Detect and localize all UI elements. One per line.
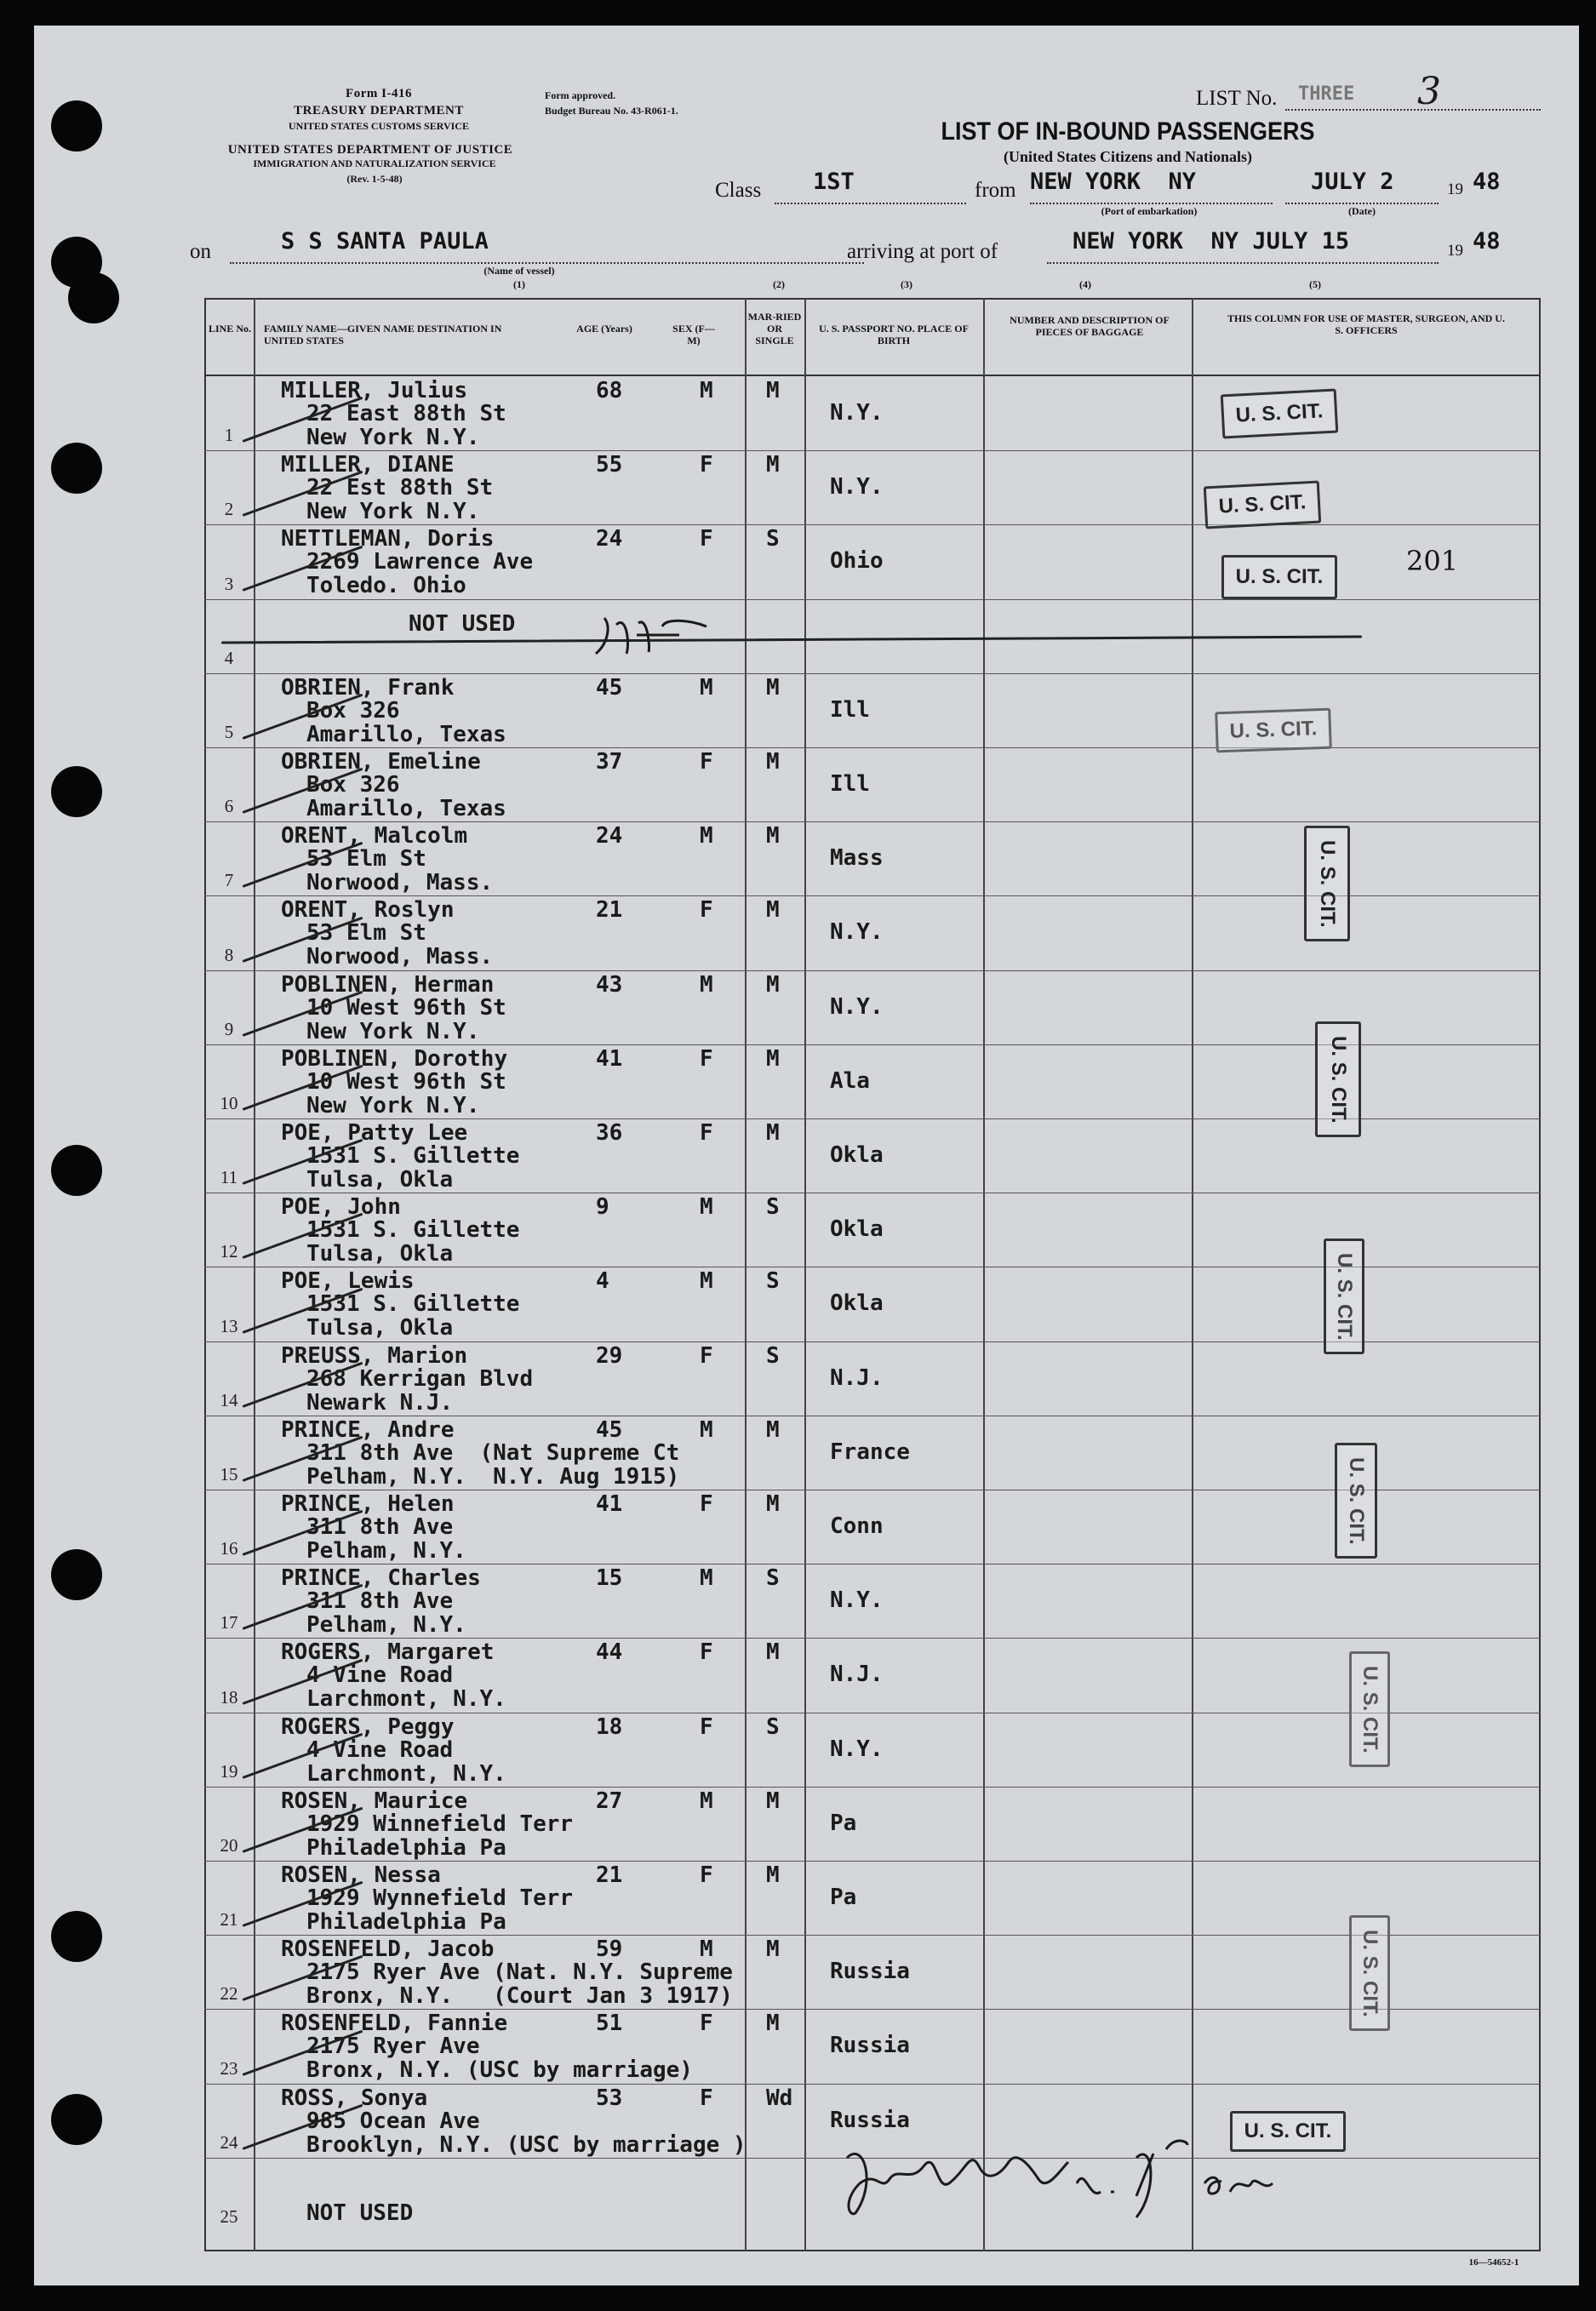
passenger-street: 1531 S. Gillette bbox=[306, 1143, 520, 1169]
passenger-marital: M bbox=[766, 1120, 780, 1146]
row-divider bbox=[204, 2009, 1541, 2010]
passenger-city: New York N.Y. bbox=[306, 1018, 480, 1044]
passenger-birthplace: Mass bbox=[830, 845, 884, 872]
passenger-marital: S bbox=[766, 1194, 780, 1221]
passenger-sex: M bbox=[700, 378, 713, 403]
on-label: on bbox=[190, 240, 211, 263]
line-number: 24 bbox=[220, 2131, 238, 2153]
passenger-age: 24 bbox=[596, 526, 623, 552]
passenger-name: ROSEN, Nessa bbox=[281, 1862, 441, 1888]
passenger-city: Brooklyn, N.Y. (USC by marriage ) bbox=[306, 2131, 747, 2158]
list-no-label: LIST No. bbox=[1196, 87, 1278, 110]
passenger-marital: M bbox=[766, 378, 780, 403]
passenger-city: Bronx, N.Y. (USC by marriage) bbox=[306, 2057, 693, 2084]
form-page bbox=[34, 26, 1579, 2285]
passenger-name: PRINCE, Andre bbox=[281, 1416, 455, 1443]
us-cit-stamp: U. S. CIT. bbox=[1315, 1021, 1361, 1137]
passenger-city: Tulsa, Okla bbox=[306, 1315, 454, 1341]
passenger-birthplace: Okla bbox=[830, 1142, 884, 1168]
passenger-age: 36 bbox=[596, 1120, 623, 1146]
arriving-year-prefix: 19 bbox=[1447, 242, 1463, 260]
passenger-city: Pelham, N.Y. bbox=[306, 1538, 466, 1564]
col-header-age: AGE (Years) bbox=[576, 323, 632, 335]
class-value: 1ST bbox=[813, 169, 855, 195]
passenger-city: Pelham, N.Y. N.Y. Aug 1915) bbox=[306, 1463, 680, 1490]
passenger-sex: M bbox=[700, 1194, 713, 1221]
passenger-city: Amarillo, Texas bbox=[306, 796, 506, 821]
passenger-name: POE, Patty Lee bbox=[281, 1120, 468, 1146]
us-cit-stamp: U. S. CIT. bbox=[1349, 1915, 1390, 2031]
passenger-sex: F bbox=[700, 452, 713, 478]
passenger-name: PRINCE, Helen bbox=[281, 1491, 455, 1517]
passenger-street: 311 8th Ave bbox=[306, 1514, 454, 1540]
header-divider bbox=[204, 375, 1541, 376]
passenger-name: OBRIEN, Frank bbox=[281, 674, 455, 701]
us-cit-stamp: U. S. CIT. bbox=[1221, 388, 1339, 438]
passenger-age: 21 bbox=[596, 897, 623, 924]
passenger-street: 985 Ocean Ave bbox=[306, 2108, 480, 2134]
passenger-street: Box 326 bbox=[306, 697, 400, 724]
col-divider bbox=[983, 298, 985, 2251]
line-number: 3 bbox=[224, 573, 234, 594]
passenger-birthplace: Ohio bbox=[830, 548, 884, 575]
passenger-birthplace: France bbox=[830, 1439, 910, 1465]
passenger-name: NETTLEMAN, Doris bbox=[281, 526, 495, 552]
col-divider bbox=[804, 298, 806, 2251]
line-number: 6 bbox=[224, 796, 234, 817]
passenger-sex: F bbox=[700, 897, 713, 924]
passenger-birthplace: Pa bbox=[830, 1885, 857, 1910]
date-value: JULY 2 bbox=[1311, 169, 1394, 195]
passenger-age: 59 bbox=[596, 1936, 623, 1963]
punch-hole bbox=[51, 1145, 102, 1196]
row-divider bbox=[204, 970, 1541, 971]
passenger-street: 311 8th Ave (Nat Supreme Ct bbox=[306, 1439, 680, 1466]
passenger-city: Philadelphia Pa bbox=[306, 1834, 506, 1861]
passenger-city: Tulsa, Okla bbox=[306, 1167, 454, 1193]
punch-hole bbox=[51, 1911, 102, 1962]
passenger-age: 45 bbox=[596, 1416, 623, 1443]
passenger-sex: M bbox=[700, 674, 713, 701]
passenger-marital: M bbox=[766, 2011, 780, 2037]
passenger-birthplace: Ala bbox=[830, 1067, 870, 1094]
handwritten-initials bbox=[587, 609, 715, 661]
passenger-name: POBLINEN, Herman bbox=[281, 971, 495, 998]
date-caption: (Date) bbox=[1348, 205, 1376, 217]
passenger-name: OBRIEN, Emeline bbox=[281, 749, 481, 775]
passenger-sex: F bbox=[700, 2011, 713, 2037]
passenger-city: Norwood, Mass. bbox=[306, 870, 494, 896]
year-value: 48 bbox=[1473, 169, 1501, 195]
passenger-name: ROSENFELD, Jacob bbox=[281, 1936, 495, 1963]
us-cit-stamp: U. S. CIT. bbox=[1324, 1238, 1364, 1354]
passenger-sex: F bbox=[700, 1639, 713, 1666]
row-divider bbox=[204, 1787, 1541, 1788]
list-no-typed: THREE bbox=[1298, 83, 1355, 105]
punch-hole bbox=[51, 100, 102, 152]
row-divider bbox=[204, 1564, 1541, 1565]
passenger-city: Larchmont, N.Y. bbox=[306, 1760, 506, 1787]
passenger-marital: M bbox=[766, 452, 780, 478]
passenger-birthplace: Russia bbox=[830, 2107, 910, 2133]
passenger-street: 10 West 96th St bbox=[306, 1068, 506, 1095]
passenger-age: 29 bbox=[596, 1342, 623, 1369]
port-caption: (Port of embarkation) bbox=[1101, 205, 1198, 217]
line-number: 15 bbox=[220, 1464, 238, 1484]
line-number: 5 bbox=[224, 722, 234, 742]
col-number: (3) bbox=[901, 278, 912, 290]
passenger-age: 37 bbox=[596, 749, 623, 775]
passenger-marital: M bbox=[766, 897, 780, 924]
row-divider bbox=[204, 599, 1541, 600]
passenger-age: 44 bbox=[596, 1639, 623, 1666]
department-of-justice: UNITED STATES DEPARTMENT OF JUSTICE bbox=[227, 143, 513, 157]
passenger-street: 1531 S. Gillette bbox=[306, 1217, 520, 1244]
passenger-name: ROGERS, Margaret bbox=[281, 1639, 495, 1666]
line-number: 8 bbox=[224, 944, 234, 965]
passenger-sex: F bbox=[700, 1862, 713, 1888]
passenger-sex: F bbox=[700, 526, 713, 552]
passenger-street: 1531 S. Gillette bbox=[306, 1291, 520, 1318]
passenger-marital: M bbox=[766, 1045, 780, 1072]
passenger-marital: M bbox=[766, 1788, 780, 1814]
form-subtitle: (United States Citizens and Nationals) bbox=[1003, 148, 1252, 165]
not-used-label: NOT USED bbox=[306, 2199, 414, 2226]
passenger-sex: F bbox=[700, 1120, 713, 1146]
punch-hole bbox=[51, 1549, 102, 1600]
passenger-marital: M bbox=[766, 1639, 780, 1666]
passenger-name: MILLER, Julius bbox=[281, 378, 468, 403]
passenger-sex: M bbox=[700, 1788, 713, 1814]
passenger-age: 45 bbox=[596, 674, 623, 701]
line-number: 7 bbox=[224, 870, 234, 891]
passenger-birthplace: Conn bbox=[830, 1513, 884, 1539]
passenger-age: 55 bbox=[596, 452, 623, 478]
col-header-passport: U. S. PASSPORT NO. PLACE OF BIRTH bbox=[819, 323, 969, 346]
not-used-label: NOT USED bbox=[409, 610, 516, 637]
passenger-city: Amarillo, Texas bbox=[306, 721, 506, 747]
from-underline bbox=[1030, 203, 1273, 204]
class-underline bbox=[775, 203, 966, 204]
row-divider bbox=[204, 2084, 1541, 2085]
passenger-age: 41 bbox=[596, 1045, 623, 1072]
line-number: 23 bbox=[220, 2057, 238, 2079]
passenger-marital: S bbox=[766, 1268, 780, 1295]
row-divider bbox=[204, 1638, 1541, 1639]
passenger-birthplace: N.Y. bbox=[830, 1587, 884, 1614]
class-label: Class bbox=[715, 179, 762, 202]
passenger-sex: M bbox=[700, 823, 713, 849]
punch-hole bbox=[51, 2094, 102, 2145]
passenger-birthplace: N.J. bbox=[830, 1662, 884, 1688]
handwritten-signature bbox=[830, 2132, 1281, 2226]
passenger-sex: M bbox=[700, 1416, 713, 1443]
line-number: 22 bbox=[220, 1983, 238, 2005]
passenger-city: New York N.Y. bbox=[306, 499, 480, 525]
passenger-age: 21 bbox=[596, 1862, 623, 1888]
passenger-age: 51 bbox=[596, 2011, 623, 2037]
passenger-age: 68 bbox=[596, 378, 623, 403]
passenger-name: ROSENFELD, Fannie bbox=[281, 2011, 508, 2037]
passenger-marital: S bbox=[766, 1565, 780, 1592]
budget-bureau: Budget Bureau No. 43-R061-1. bbox=[545, 105, 678, 117]
line-number: 13 bbox=[220, 1315, 238, 1336]
passenger-birthplace: Russia bbox=[830, 1959, 910, 1985]
passenger-sex: F bbox=[700, 1713, 713, 1740]
row-divider bbox=[204, 450, 1541, 451]
passenger-street: 4 Vine Road bbox=[306, 1662, 454, 1689]
passenger-birthplace: N.Y. bbox=[830, 1736, 884, 1762]
passenger-name: PREUSS, Marion bbox=[281, 1342, 468, 1369]
passenger-street: 2175 Ryer Ave bbox=[306, 2034, 480, 2060]
vessel-caption: (Name of vessel) bbox=[483, 265, 555, 277]
from-label: from bbox=[975, 179, 1016, 202]
revision: (Rev. 1-5-48) bbox=[346, 173, 403, 185]
passenger-street: 22 Est 88th St bbox=[306, 475, 494, 501]
passenger-city: New York N.Y. bbox=[306, 1092, 480, 1118]
passenger-sex: F bbox=[700, 1491, 713, 1517]
passenger-birthplace: Okla bbox=[830, 1216, 884, 1243]
passenger-age: 27 bbox=[596, 1788, 623, 1814]
passenger-marital: M bbox=[766, 1491, 780, 1517]
passenger-age: 41 bbox=[596, 1491, 623, 1517]
line-number: 12 bbox=[220, 1241, 238, 1262]
passenger-marital: M bbox=[766, 823, 780, 849]
row-divider bbox=[204, 821, 1541, 822]
passenger-street: Box 326 bbox=[306, 772, 400, 798]
passenger-street: 268 Kerrigan Blvd bbox=[306, 1365, 534, 1392]
line-number: 2 bbox=[224, 499, 234, 520]
us-cit-stamp: U. S. CIT. bbox=[1230, 2111, 1346, 2152]
passenger-sex: M bbox=[700, 971, 713, 998]
passenger-marital: S bbox=[766, 1342, 780, 1369]
passenger-age: 24 bbox=[596, 823, 623, 849]
form-id: Form I-416 bbox=[346, 87, 412, 100]
passenger-birthplace: N.J. bbox=[830, 1364, 884, 1391]
line-number: 17 bbox=[220, 1612, 238, 1633]
row-divider bbox=[204, 747, 1541, 748]
passenger-sex: M bbox=[700, 1268, 713, 1295]
passenger-street: 1929 Winnefield Terr bbox=[306, 1810, 574, 1837]
line-number: 25 bbox=[220, 2206, 238, 2227]
list-no-handwritten: 3 bbox=[1417, 70, 1441, 113]
line-number: 1 bbox=[224, 425, 234, 446]
passenger-city: Bronx, N.Y. (Court Jan 3 1917) bbox=[306, 1983, 733, 2010]
col-number: (5) bbox=[1309, 278, 1321, 290]
passenger-birthplace: Ill bbox=[830, 771, 870, 797]
passenger-name: PRINCE, Charles bbox=[281, 1565, 481, 1592]
line-number: 20 bbox=[220, 1835, 238, 1856]
col-header-name: FAMILY NAME—GIVEN NAME DESTINATION IN UNITED STATES bbox=[264, 323, 502, 346]
passenger-marital: M bbox=[766, 1416, 780, 1443]
passenger-street: 2269 Lawrence Ave bbox=[306, 549, 534, 575]
line-number: 21 bbox=[220, 1909, 238, 1931]
punch-hole bbox=[68, 272, 119, 323]
vessel-value: S S SANTA PAULA bbox=[281, 228, 489, 255]
passenger-name: MILLER, DIANE bbox=[281, 452, 455, 478]
arriving-value: NEW YORK NY JULY 15 bbox=[1073, 228, 1350, 255]
col-header-married: MAR-RIED OR SINGLE bbox=[747, 311, 802, 346]
passenger-street: 311 8th Ave bbox=[306, 1588, 454, 1615]
us-cit-stamp: U. S. CIT. bbox=[1304, 826, 1350, 941]
passenger-birthplace: Okla bbox=[830, 1290, 884, 1317]
passenger-city: Toledo. Ohio bbox=[306, 573, 466, 599]
punch-hole bbox=[51, 766, 102, 817]
passenger-marital: Wd bbox=[766, 2085, 793, 2111]
from-value: NEW YORK NY bbox=[1030, 169, 1197, 195]
passenger-sex: F bbox=[700, 1342, 713, 1369]
passenger-name: POBLINEN, Dorothy bbox=[281, 1045, 508, 1072]
passenger-marital: M bbox=[766, 971, 780, 998]
line-number: 11 bbox=[220, 1167, 238, 1188]
line-number: 18 bbox=[220, 1686, 238, 1708]
passenger-age: 53 bbox=[596, 2085, 623, 2111]
passenger-city: Tulsa, Okla bbox=[306, 1241, 454, 1267]
us-cit-stamp: U. S. CIT. bbox=[1204, 480, 1321, 529]
passenger-age: 15 bbox=[596, 1565, 623, 1592]
passenger-birthplace: Ill bbox=[830, 696, 870, 723]
arriving-year: 48 bbox=[1473, 228, 1501, 255]
passenger-sex: F bbox=[700, 749, 713, 775]
col-divider bbox=[254, 298, 255, 2251]
punch-hole bbox=[51, 443, 102, 494]
immigration-service: IMMIGRATION AND NATURALIZATION SERVICE bbox=[253, 157, 496, 169]
line-number: 19 bbox=[220, 1760, 238, 1782]
passenger-name: ROSS, Sonya bbox=[281, 2085, 428, 2111]
row-divider bbox=[204, 1861, 1541, 1862]
passenger-name: ORENT, Roslyn bbox=[281, 897, 455, 924]
passenger-name: ROSEN, Maurice bbox=[281, 1788, 468, 1814]
col-header-baggage: NUMBER AND DESCRIPTION OF PIECES OF BAGGAGE bbox=[1010, 314, 1170, 338]
col-divider bbox=[1192, 298, 1193, 2251]
passenger-marital: M bbox=[766, 1862, 780, 1888]
col-header-officers: THIS COLUMN FOR USE OF MASTER, SURGEON, AND U. S. OFFICERS bbox=[1227, 312, 1505, 336]
list-no-underline bbox=[1285, 109, 1541, 111]
passenger-age: 43 bbox=[596, 971, 623, 998]
passenger-street: 4 Vine Road bbox=[306, 1736, 454, 1763]
col-header-sex: SEX (F—M) bbox=[672, 323, 715, 346]
passenger-marital: M bbox=[766, 749, 780, 775]
year-prefix: 19 bbox=[1447, 180, 1463, 198]
vessel-underline bbox=[230, 262, 864, 264]
passenger-street: 2175 Ryer Ave (Nat. N.Y. Supreme bbox=[306, 1959, 733, 1986]
customs-service: UNITED STATES CUSTOMS SERVICE bbox=[289, 120, 469, 132]
form-footer: 16—54652-1 bbox=[1468, 2257, 1519, 2268]
passenger-birthplace: N.Y. bbox=[830, 474, 884, 501]
passenger-marital: S bbox=[766, 526, 780, 552]
passenger-city: Pelham, N.Y. bbox=[306, 1612, 466, 1639]
annotation-201: 201 bbox=[1406, 545, 1459, 577]
passenger-age: 4 bbox=[596, 1268, 609, 1295]
row-divider bbox=[204, 524, 1541, 525]
line-number: 9 bbox=[224, 1018, 234, 1039]
line-number: 4 bbox=[224, 647, 234, 668]
passenger-street: 22 East 88th St bbox=[306, 401, 506, 426]
arriving-label: arriving at port of bbox=[847, 240, 998, 263]
passenger-marital: M bbox=[766, 674, 780, 701]
us-cit-stamp: U. S. CIT. bbox=[1221, 555, 1337, 599]
form-approved: Form approved. bbox=[545, 89, 616, 101]
passenger-city: Larchmont, N.Y. bbox=[306, 1686, 506, 1713]
passenger-sex: F bbox=[700, 1045, 713, 1072]
passenger-sex: M bbox=[700, 1565, 713, 1592]
col-number: (4) bbox=[1079, 278, 1091, 290]
passenger-name: ROGERS, Peggy bbox=[281, 1713, 455, 1740]
passenger-city: Philadelphia Pa bbox=[306, 1909, 506, 1935]
treasury-department: TREASURY DEPARTMENT bbox=[294, 104, 464, 117]
passenger-name: POE, Lewis bbox=[281, 1268, 415, 1295]
col-number: (1) bbox=[513, 278, 525, 290]
passenger-birthplace: Pa bbox=[830, 1810, 857, 1836]
passenger-age: 9 bbox=[596, 1194, 609, 1221]
passenger-age: 18 bbox=[596, 1713, 623, 1740]
passenger-street: 1929 Wynnefield Terr bbox=[306, 1885, 574, 1911]
passenger-birthplace: Russia bbox=[830, 2033, 910, 2059]
passenger-street: 53 Elm St bbox=[306, 920, 426, 947]
passenger-city: Newark N.J. bbox=[306, 1389, 454, 1416]
date-underline bbox=[1285, 203, 1439, 204]
passenger-sex: F bbox=[700, 2085, 713, 2111]
us-cit-stamp: U. S. CIT. bbox=[1335, 1443, 1377, 1559]
passenger-marital: M bbox=[766, 1936, 780, 1963]
arriving-underline bbox=[1047, 262, 1439, 264]
col-number: (2) bbox=[773, 278, 785, 290]
line-number: 16 bbox=[220, 1538, 238, 1559]
passenger-birthplace: N.Y. bbox=[830, 993, 884, 1020]
passenger-name: ORENT, Malcolm bbox=[281, 823, 468, 849]
line-number: 14 bbox=[220, 1389, 238, 1410]
passenger-sex: M bbox=[700, 1936, 713, 1963]
form-title: LIST OF IN-BOUND PASSENGERS bbox=[941, 117, 1315, 146]
passenger-marital: S bbox=[766, 1713, 780, 1740]
us-cit-stamp: U. S. CIT. bbox=[1215, 708, 1332, 753]
us-cit-stamp: U. S. CIT. bbox=[1349, 1651, 1390, 1767]
col-header-line: LINE No. bbox=[209, 323, 252, 335]
passenger-street: 53 Elm St bbox=[306, 846, 426, 872]
passenger-city: Norwood, Mass. bbox=[306, 944, 494, 970]
row-divider bbox=[204, 673, 1541, 674]
passenger-birthplace: N.Y. bbox=[830, 919, 884, 946]
passenger-birthplace: N.Y. bbox=[830, 400, 884, 426]
passenger-street: 10 West 96th St bbox=[306, 994, 506, 1021]
passenger-city: New York N.Y. bbox=[306, 425, 480, 450]
row-divider bbox=[204, 1935, 1541, 1936]
col-divider bbox=[745, 298, 747, 2251]
line-number: 10 bbox=[220, 1093, 238, 1113]
passenger-name: POE, John bbox=[281, 1194, 401, 1221]
